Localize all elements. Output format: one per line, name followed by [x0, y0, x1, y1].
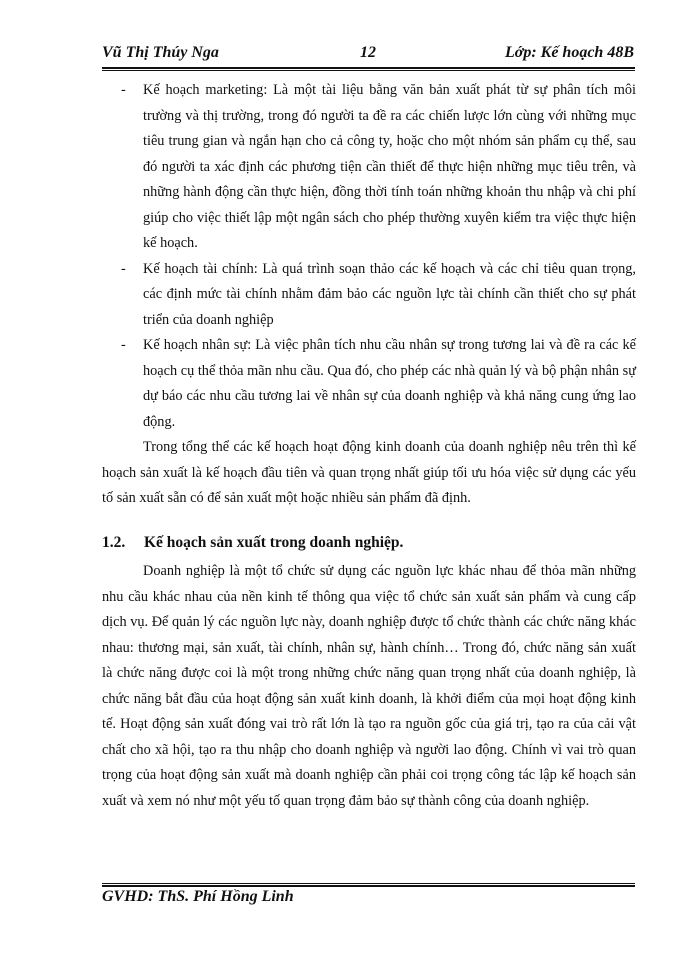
list-item-hr-plan	[102, 333, 636, 435]
summary-paragraph: Trong tổng thể các kế hoạch hoạt động kinh doanh của doanh nghiệp nêu trên thì kế hoạch sản xuất là kế hoạch đầu tiên và quan trọng nhất giúp tối ưu hóa việc sử dụng các yếu tố sản xuất sẵn có để sản xuất một hoặc nhiều sản phẩm đã định.	[102, 439, 636, 506]
bullet-dash: -	[121, 82, 126, 98]
section-title: Kế hoạch sản xuất trong doanh nghiệp.	[144, 533, 404, 551]
footer-divider	[102, 883, 635, 887]
page-header	[102, 44, 634, 66]
section-number: 1.2.	[102, 533, 126, 551]
bullet-dash: -	[121, 337, 126, 353]
document-body	[102, 78, 636, 814]
page-number: 12	[360, 44, 376, 61]
plan-type-list	[102, 78, 636, 435]
section-paragraph: Doanh nghiệp là một tổ chức sử dụng các nguồn lực khác nhau để thỏa mãn những nhu cầu khác nhau của nền kinh tế thông qua việc tổ chức sản xuất sản phẩm và cung cấp dịch vụ. Để quản lý các nguồn lực này, doanh nghiệp được tổ chức thành các chức năng khác nhau: thương mại, sản xuất, tài chính, nhân sự, hành chính… Trong đó, chức năng sản xuất là chức năng được coi là một trong những chức năng quan trọng nhất của doanh nghiệp, là chức năng bắt đầu của hoạt động sản xuất kinh doanh, là khởi điểm của mọi hoạt động kinh tế. Hoạt động sản xuất đóng vai trò rất lớn là tạo ra nguồn gốc của giá trị, tạo ra của cải vật chất cho xã hội, tạo ra thu nhập cho doanh nghiệp và người lao động. Chính vì vai trò quan trọng của hoạt động sản xuất mà doanh nghiệp cần phải coi trọng công tác lập kế hoạch sản xuất và xem nó như một yếu tố quan trọng đảm bảo sự thành công của doanh nghiệp.	[102, 563, 636, 809]
list-item-finance-plan	[102, 257, 636, 334]
footer-supervisor: GVHD: ThS. Phí Hồng Linh	[102, 888, 294, 905]
section-heading	[102, 530, 636, 556]
author-name: Vũ Thị Thúy Nga	[102, 44, 219, 61]
list-item-text: Kế hoạch marketing: Là một tài liệu bằng văn bản xuất phát từ sự phân tích môi trường và thị trường, trong đó người ta đề ra các chiến lược lớn cùng với những mục tiêu trung gian và ngắn hạn cho cả công ty, hoặc cho một nhóm sản phẩm cụ thể, sau đó người ta xác định các phương tiện cần thiết để thực hiện những mục tiêu trên, và những hành động cần thực hiện, đồng thời tính toán những khoản thu nhập và chi phí giúp cho việc thiết lập một ngân sách cho phép thường xuyên kiểm tra việc thực hiện kế hoạch.	[143, 82, 636, 251]
list-item-text: Kế hoạch nhân sự: Là việc phân tích nhu cầu nhân sự trong tương lai và đề ra các kế hoạch cụ thể thỏa mãn nhu cầu. Qua đó, cho phép các nhà quản lý và bộ phận nhân sự dự báo các nhu cầu tương lai về nhân sự của doanh nghiệp và khả năng cung ứng lao động.	[143, 337, 636, 430]
bullet-dash: -	[121, 260, 126, 277]
list-item-marketing-plan	[102, 78, 636, 257]
list-item-text: Kế hoạch tài chính: Là quá trình soạn thảo các kế hoạch và các chỉ tiêu quan trọng, các định mức tài chính nhằm đảm bảo các nguồn lực tài chính cần thiết cho sự phát triển của doanh nghiệp	[143, 260, 636, 328]
header-divider	[102, 67, 635, 71]
class-name: Lớp: Kế hoạch 48B	[504, 44, 634, 61]
